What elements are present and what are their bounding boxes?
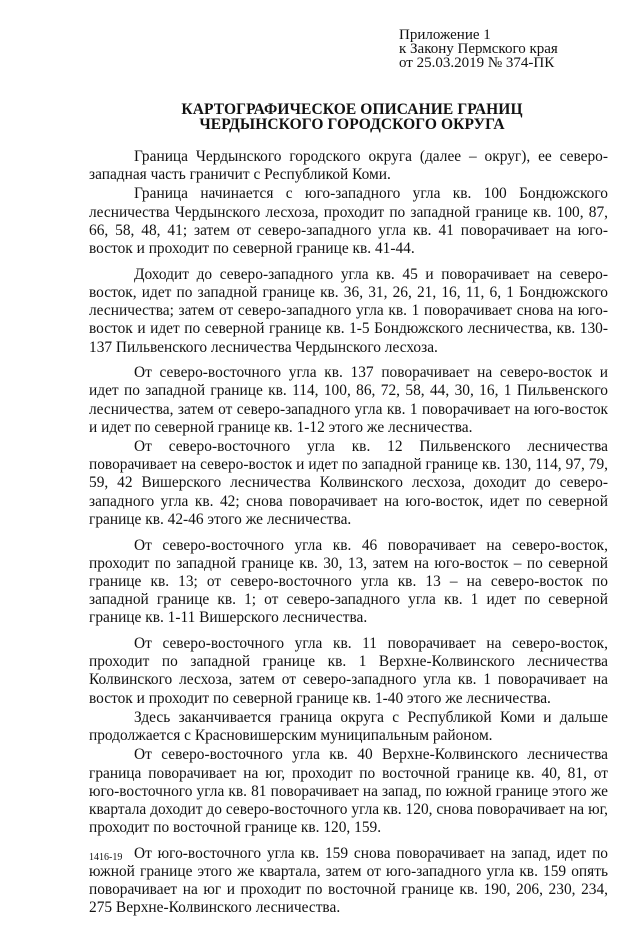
title-line-2: ЧЕРДЫНСКОГО ГОРОДСКОГО ОКРУГА xyxy=(199,116,505,133)
paragraph-1: Граница Чердынского городского округа (далее – округ), ее северо-западная часть граничит с Республикой Коми. xyxy=(89,148,608,184)
document-title xyxy=(0,102,640,132)
paragraph-3: Доходит до северо-западного угла кв. 45 и поворачивает на северо-восток, идет по западной границе кв. 36, 31, 26, 21, 16, 11, 6, 1 Бондюжского лесничества; затем от северо-западного угла кв. 1 поворачивает снова на юго-восток и идет по северной границе кв. 1-5 Бондюжского лесничества, кв. 130-137 Пильвенского лесничества Чердынского лесхоза. xyxy=(89,265,608,356)
paragraph-2: Граница начинается с юго-западного угла кв. 100 Бондюжского лесничества Чердынского лесхоза, проходит по западной границе кв. 100, 87, 66, 58, 48, 41; затем от северо-западного угла кв. 41 поворачивает на юго-восток и проходит по северной границе кв. 41-44. xyxy=(89,185,608,258)
document-code: 1416-19 xyxy=(89,852,123,863)
paragraph-9: От северо-восточного угла кв. 40 Верхне-Колвинского лесничества граница поворачивает на юг, проходит по восточной границе кв. 40, 81, от юго-восточного угла кв. 81 поворачивает на запад, по южной границе этого же квартала доходит до северо-восточного угла кв. 120, снова поворачивает на юг, проходит по восточной границе кв. 120, 159. xyxy=(89,746,608,837)
title-line-1: КАРТОГРАФИЧЕСКОЕ ОПИСАНИЕ ГРАНИЦ xyxy=(181,101,523,118)
paragraph-10: От юго-восточного угла кв. 159 снова поворачивает на запад, идет по южной границе этого же квартала, затем от юго-западного угла кв. 159 опять поворачивает на юг и проходит по восточной границе кв. 190, 206, 230, 234, 275 Верхне-Колвинского лесничества. xyxy=(89,844,608,917)
document-body xyxy=(89,148,608,925)
appendix-line-1: Приложение 1 xyxy=(399,27,491,43)
appendix-line-3: от 25.03.2019 № 374-ПК xyxy=(399,55,555,71)
paragraph-5: От северо-восточного угла кв. 12 Пильвенского лесничества поворачивает на северо-восток и идет по западной границе кв. 130, 114, 97, 79, 59, 42 Вишерского лесничества Колвинского лесхоза, доходит до северо-западного угла кв. 42; снова поворачивает на юго-восток, идет по северной границе кв. 42-46 этого же лесничества. xyxy=(89,438,608,528)
paragraph-4: От северо-восточного угла кв. 137 поворачивает на северо-восток и идет по западной границе кв. 114, 100, 86, 72, 58, 44, 30, 16, 1 Пильвенского лесничества, затем от северо-западного угла кв. 1 поворачивает на юго-восток и идет по северной границе кв. 1-12 этого же лесничества. xyxy=(89,364,608,436)
appendix-header xyxy=(399,28,558,70)
paragraph-7: От северо-восточного угла кв. 11 поворачивает на северо-восток, проходит по западной границе кв. 1 Верхне-Колвинского лесничества Колвинского лесхоза, затем от северо-западного угла кв. 1 поворачивает на восток и проходит по северной границе кв. 1-40 этого же лесничества. xyxy=(89,635,608,707)
appendix-line-2: к Закону Пермского края xyxy=(399,41,558,57)
paragraph-8: Здесь заканчивается граница округа с Республикой Коми и дальше продолжается с Красновишерским муниципальным районом. xyxy=(89,708,608,745)
paragraph-6: От северо-восточного угла кв. 46 поворачивает на северо-восток, проходит по западной границе кв. 30, 13, затем на юго-восток – по северной границе кв. 13; от северо-восточного угла кв. 13 – на северо-восток по западной границе кв. 1; от северо-западного угла кв. 1 идет по северной границе кв. 1-11 Вишерского лесничества. xyxy=(89,536,608,627)
